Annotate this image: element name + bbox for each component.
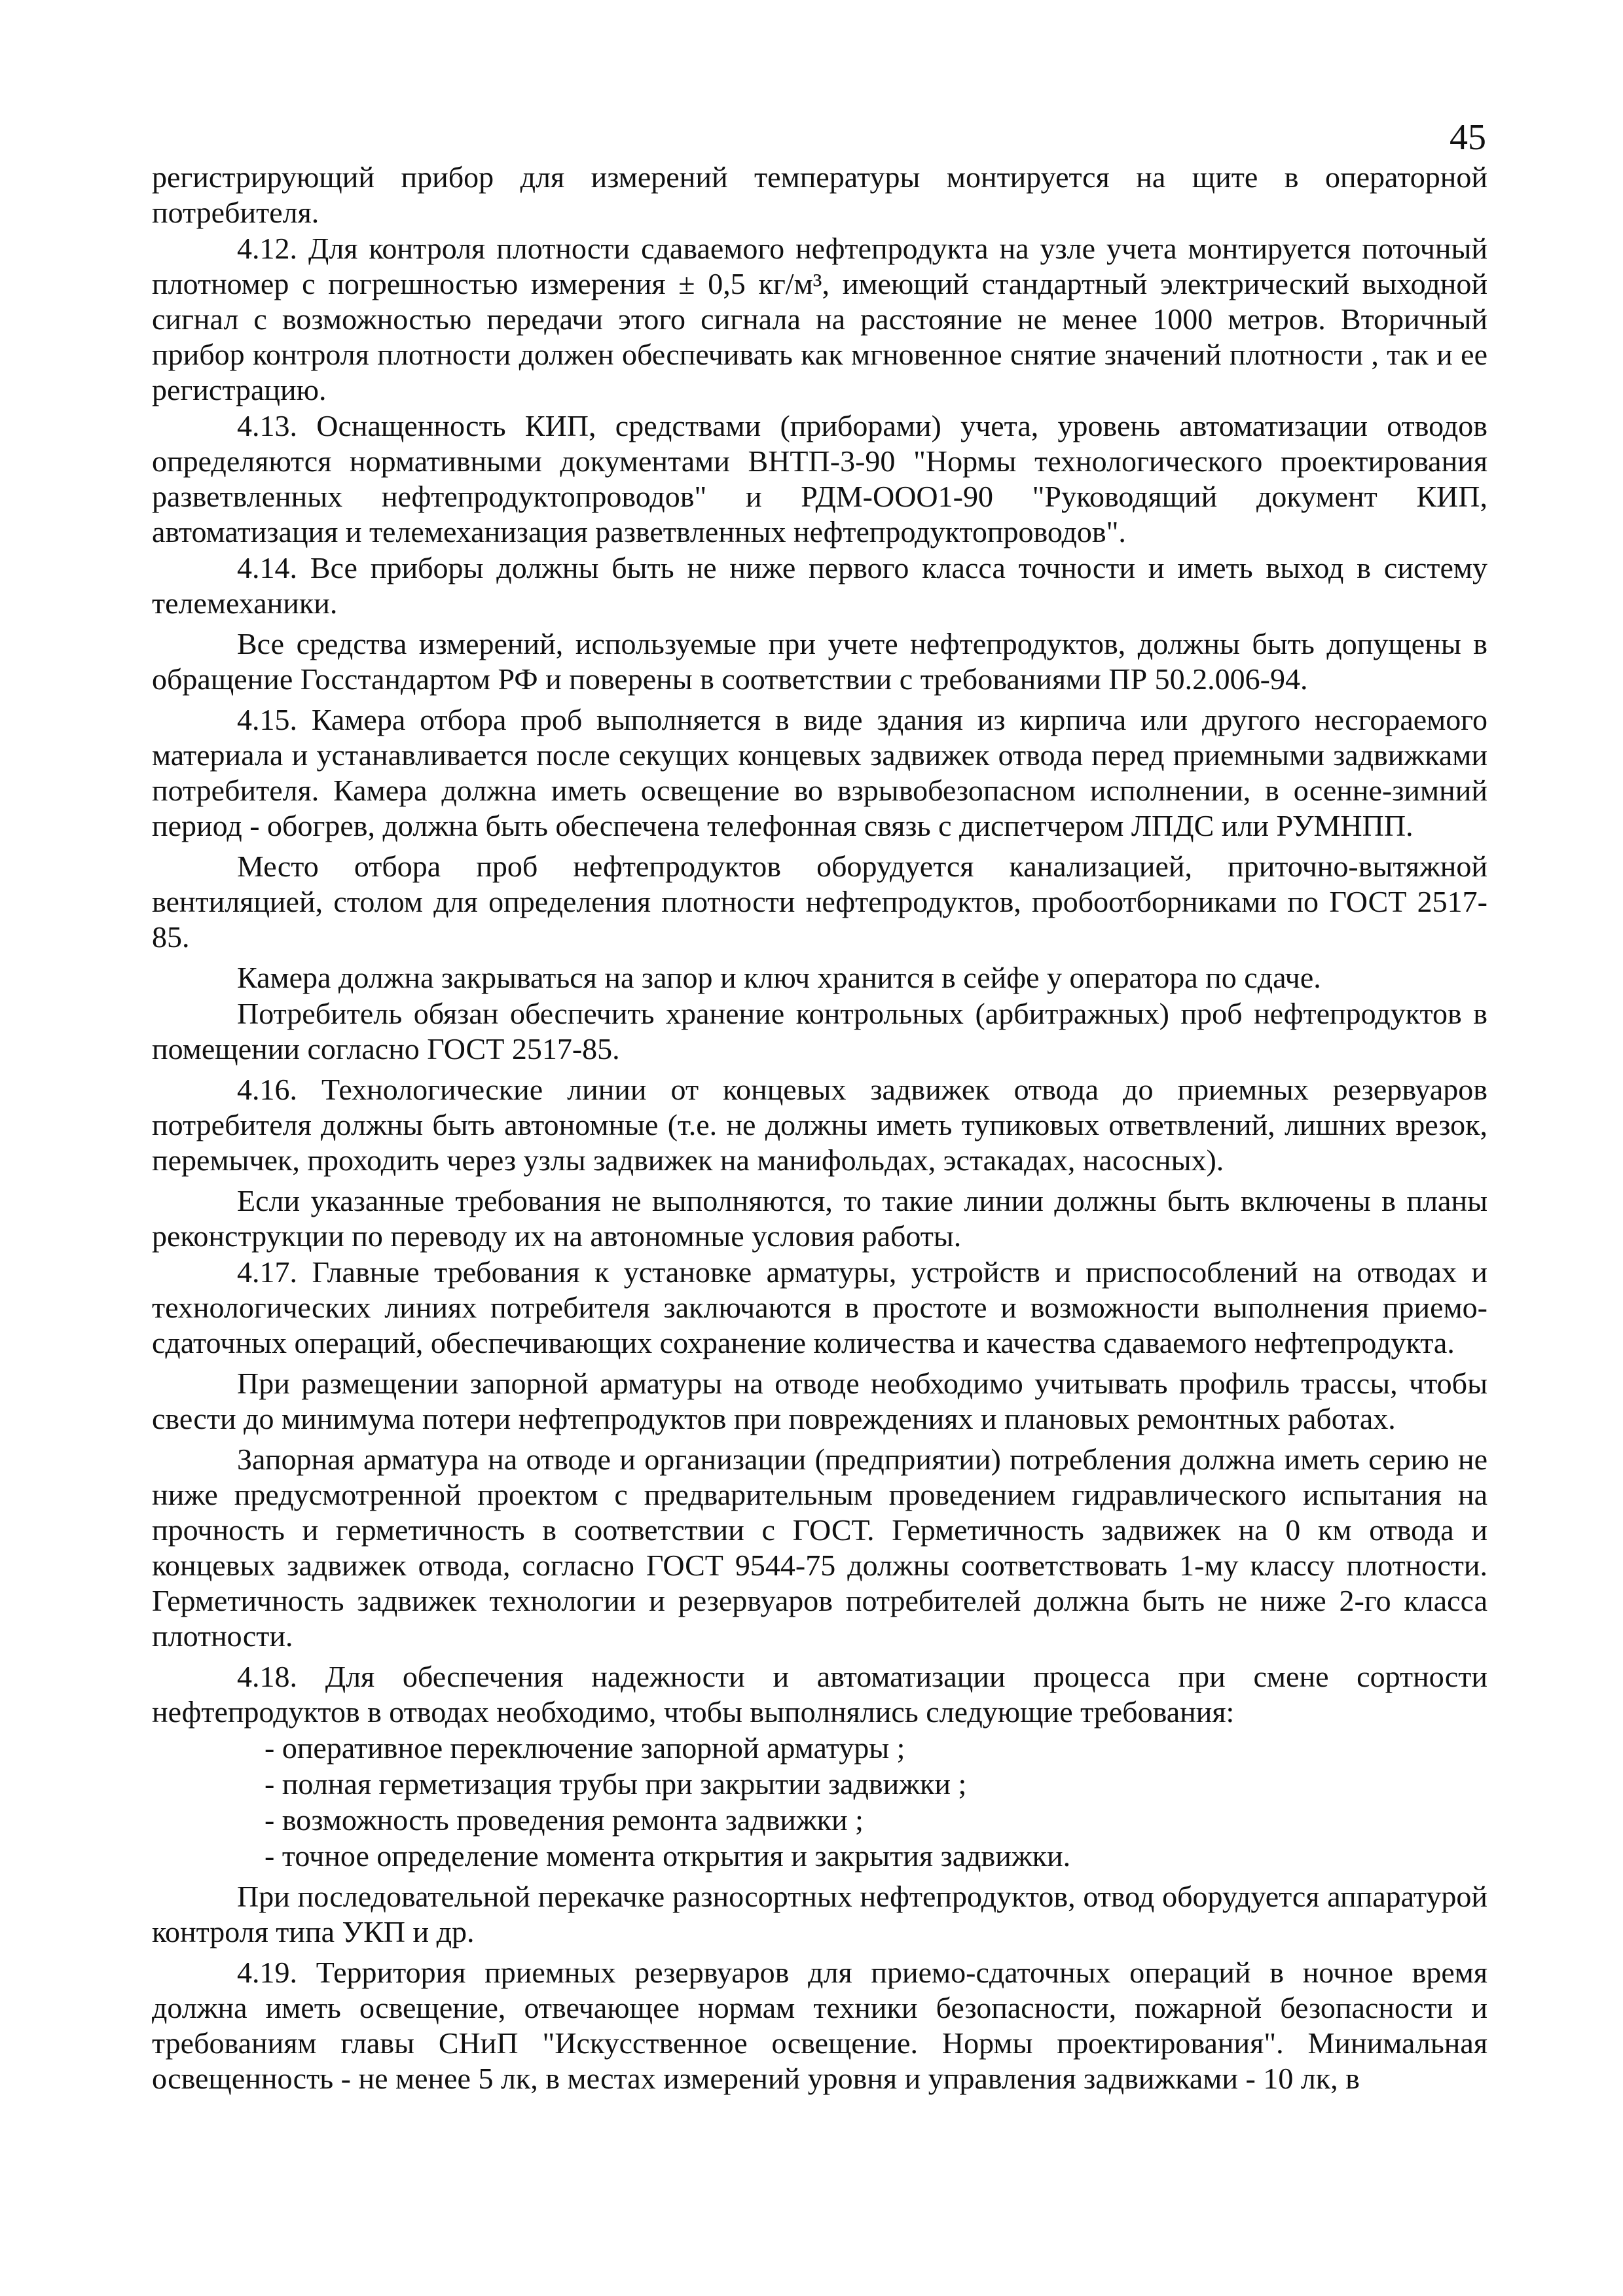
paragraph-4-15: 4.15. Камера отбора проб выполняется в виде здания из кирпича или другого несгораемого материала и устанавливается после секущих концевых задвижек отвода перед приемными задвижками потребителя. Камера должна иметь освещение во взрывобезопасном исполнении, в осенне-зимний период - обогрев, должна быть обеспечена телефонная связь с диспетчером ЛПДС или РУМНПП. xyxy=(152,703,1487,842)
paragraph-valve-placement: При размещении запорной арматуры на отводе необходимо учитывать профиль трассы, чтобы свести до минимума потери нефтепродуктов при повреждениях и плановых ремонтных работах. xyxy=(152,1367,1487,1435)
paragraph-4-12: 4.12. Для контроля плотности сдаваемого нефтепродукта на узле учета монтируется поточный плотномер с погрешностью измерения ± 0,5 кг/м³, имеющий стандартный электрический выходной сигнал с возможностью передачи этого сигнала на расстояние не менее 1000 метров. Вторичный прибор контроля плотности должен обеспечивать как мгновенное снятие значений плотности , так и ее регистрацию. xyxy=(152,232,1487,406)
paragraph-4-19: 4.19. Территория приемных резервуаров для приемо-сдаточных операций в ночное время должна иметь освещение, отвечающее нормам техники безопасности, пожарной безопасности и требованиям главы СНиП "Искусственное освещение. Нормы проектирования". Минимальная освещенность - не менее 5 лк, в местах измерений уровня и управления задвижками - 10 лк, в xyxy=(152,1956,1487,2095)
paragraph-continuation: регистрирующий прибор для измерений температуры монтируется на щите в операторной потребителя. xyxy=(152,160,1487,229)
paragraph-shutoff-valves: Запорная арматура на отводе и организации (предприятии) потребления должна иметь серию не ниже предусмотренной проектом с предварительным проведением гидравлического испытания на прочность и герметичность в соответствии с ГОСТ. Герметичность задвижек на 0 км отвода и концевых задвижек отвода, согласно ГОСТ 9544-75 должны соответствовать 1-му классу плотности. Герметичность задвижек технологии и резервуаров потребителей должна быть не ниже 2-го класса плотности. xyxy=(152,1443,1487,1653)
requirements-list xyxy=(152,1731,1487,1874)
paragraph-reconstruction: Если указанные требования не выполняются, то такие линии должны быть включены в планы реконструкции по переводу их на автономные условия работы. xyxy=(152,1184,1487,1253)
paragraph-measurement-means: Все средства измерений, используемые при учете нефтепродуктов, должны быть допущены в обращение Госстандартом РФ и поверены в соответствии с требованиями ПР 50.2.006-94. xyxy=(152,627,1487,696)
list-item: - полная герметизация трубы при закрытии задвижки ; xyxy=(264,1767,967,1801)
list-item: - возможность проведения ремонта задвижки ; xyxy=(264,1803,864,1837)
paragraph-chamber-lock: Камера должна закрываться на запор и ключ хранится в сейфе у оператора по сдаче. xyxy=(237,961,1321,994)
page-number: 45 xyxy=(1450,117,1486,158)
paragraph-4-18: 4.18. Для обеспечения надежности и автоматизации процесса при смене сортности нефтепродуктов в отводах необходимо, чтобы выполнялись следующие требования: xyxy=(152,1660,1487,1729)
paragraph-4-16: 4.16. Технологические линии от концевых задвижек отвода до приемных резервуаров потребителя должны быть автономные (т.е. не должны иметь тупиковых ответвлений, лишних врезок, перемычек, проходить через узлы задвижек на манифольдах, эстакадах, насосных). xyxy=(152,1073,1487,1177)
list-item: - оперативное переключение запорной арматуры ; xyxy=(264,1731,905,1765)
paragraph-4-17: 4.17. Главные требования к установке арматуры, устройств и приспособлений на отводах и технологических линиях потребителя заключаются в простоте и возможности выполнения приемо-сдаточных операций, обеспечивающих сохранение количества и качества сдаваемого нефтепродукта. xyxy=(152,1255,1487,1359)
paragraph-consumer-samples: Потребитель обязан обеспечить хранение контрольных (арбитражных) проб нефтепродуктов в помещении согласно ГОСТ 2517-85. xyxy=(152,997,1487,1066)
paragraph-sampling-place: Место отбора проб нефтепродуктов оборудуется канализацией, приточно-вытяжной вентиляцией, столом для определения плотности нефтепродуктов, пробоотборниками по ГОСТ 2517-85. xyxy=(152,850,1487,954)
list-item: - точное определение момента открытия и закрытия задвижки. xyxy=(264,1839,1071,1873)
paragraph-sequential-pumping: При последовательной перекачке разносортных нефтепродуктов, отвод оборудуется аппаратурой контроля типа УКП и др. xyxy=(152,1880,1487,1948)
paragraph-4-14: 4.14. Все приборы должны быть не ниже первого класса точности и иметь выход в систему телемеханики. xyxy=(152,551,1487,620)
paragraph-4-13: 4.13. Оснащенность КИП, средствами (приборами) учета, уровень автоматизации отводов определяются нормативными документами ВНТП-3-90 "Нормы технологического проектирования разветвленных нефтепродуктопроводов" и РДМ-ООО1-90 "Руководящий документ КИП, автоматизация и телемеханизация разветвленных нефтепродуктопроводов". xyxy=(152,409,1487,548)
document-body xyxy=(152,160,1487,2097)
